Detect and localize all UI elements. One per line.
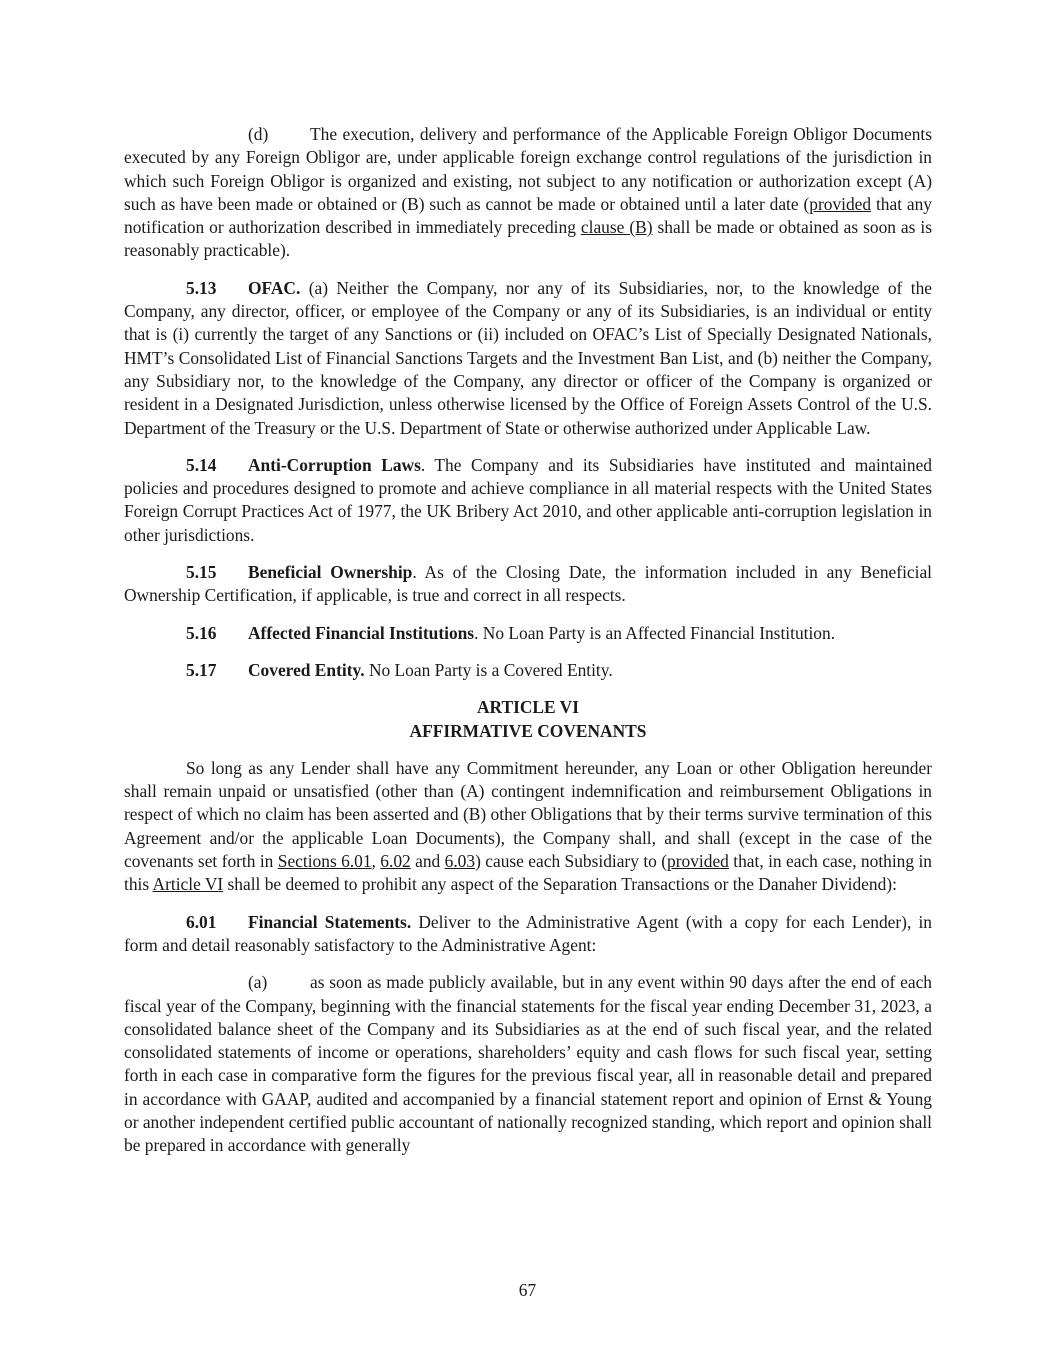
section-6-01: 6.01 Financial Statements. Deliver to the Administrative Agent (with a copy for each Lender), in form and detail reasonably satisfactory to the Administrative Agent: [124,911,932,955]
section-5-13-number: 5.13 [186,277,217,298]
section-5-15: 5.15 Beneficial Ownership. As of the Closing Date, the information included in any Beneficial Ownership Certification, if applicable, is true and correct in all respects. [124,562,933,606]
document-page [124,123,932,1158]
section-5-17-title: Covered Entity. [248,659,365,680]
paragraph-d: (d) The execution, delivery and performance of the Applicable Foreign Obligor Documents executed by any Foreign Obligor are, under applicable foreign exchange control regulations of the jurisdiction in which such Foreign Obligor is organized and existing, not subject to any notification or authorization except (A) such as have been made or obtained or (B) such as cannot be made or obtained until a later date (provided that any notification or authorization described in immediately preceding clause (B) shall be made or obtained as soon as is reasonably practicable). [124,124,932,261]
section-5-16-title: Affected Financial Institutions [248,622,475,643]
section-5-14: 5.14 Anti-Corruption Laws. The Company and its Subsidiaries have instituted and maintained policies and procedures designed to promote and achieve compliance in all material respects with the United States Foreign Corrupt Practices Act of 1977, the UK Bribery Act 2010, and other applicable anti-corruption legislation in other jurisdictions. [124,454,932,545]
provided-term: provided [667,851,729,872]
sections-6-01-reference: Sections 6.01 [277,851,372,872]
article-intro: So long as any Lender shall have any Commitment hereunder, any Loan or other Obligation hereunder shall remain unpaid or unsatisfied (other than (A) contingent indemnification and reimbursement Obligations in respect of which no claim has been asserted and (B) other Obligations that by their terms survive termination of this Agreement and/or the applicable Loan Documents), the Company shall, and shall (except in the case of the covenants set forth in Sections 6.01, 6.02 and 6.03) cause each Subsidiary to (provided that, in each case, nothing in this Article VI shall be deemed to prohibit any aspect of the Separation Transactions or the Danaher Dividend): [124,757,932,895]
paragraph-a: (a) as soon as made publicly available, but in any event within 90 days after the end of each fiscal year of the Company, beginning with the financial statements for the fiscal year ending December 31, 2023, a consolidated balance sheet of the Company and its Subsidiaries as at the end of such fiscal year, and the related consolidated statements of income or operations, shareholders’ equity and cash flows for such fiscal year, setting forth in each case in comparative form the figures for the previous fiscal year, all in reasonable detail and prepared in accordance with GAAP, audited and accompanied by a financial statement report and opinion of Ernst & Young or another independent certified public accountant of nationally recognized standing, which report and opinion shall be prepared in accordance with generally [124,972,932,1156]
section-5-17: 5.17 Covered Entity. No Loan Party is a Covered Entity. [124,659,932,682]
section-5-16-number: 5.16 [186,622,217,643]
section-5-17-number: 5.17 [186,659,217,680]
section-6-02-reference: 6.02 [380,851,411,872]
section-5-13-title: OFAC. [248,277,301,298]
article-vi-reference: Article VI [152,874,224,895]
article-number: ARTICLE VI [477,697,579,718]
section-6-01-number: 6.01 [186,911,217,932]
section-5-14-number: 5.14 [186,454,217,475]
clause-b-reference: clause (B) [580,217,653,238]
section-5-15-number: 5.15 [186,562,217,583]
section-5-15-title: Beneficial Ownership [248,562,413,583]
page-number: 67 [518,1280,537,1300]
paragraph-d-number: (d) [248,124,269,144]
section-6-01-title: Financial Statements. [248,911,412,932]
section-6-03-reference: 6.03 [444,851,476,872]
article-title: AFFIRMATIVE COVENANTS [409,720,647,741]
section-5-14-title: Anti-Corruption Laws [248,454,421,475]
provided-term: provided [809,193,872,214]
paragraph-a-number: (a) [248,972,268,993]
section-5-13: 5.13 OFAC. (a) Neither the Company, nor any of its Subsidiaries, nor, to the knowledge of the Company, any director, officer, or employee of the Company or any of its Subsidiaries, is an individual or entity that is (i) currently the target of any Sanctions or (ii) included on OFAC’s List of Specially Designated Nationals, HMT’s Consolidated List of Financial Sanctions Targets and the Investment Ban List, and (b) neither the Company, any Subsidiary nor, to the knowledge of the Company, any director or officer of the Company is organized or resident in a Designated Jurisdiction, unless otherwise licensed by the Office of Foreign Assets Control of the U.S. Department of the Treasury or the U.S. Department of State or otherwise authorized under Applicable Law. [124,277,932,438]
section-5-16: 5.16 Affected Financial Institutions. No Loan Party is an Affected Financial Institution. [124,622,932,645]
